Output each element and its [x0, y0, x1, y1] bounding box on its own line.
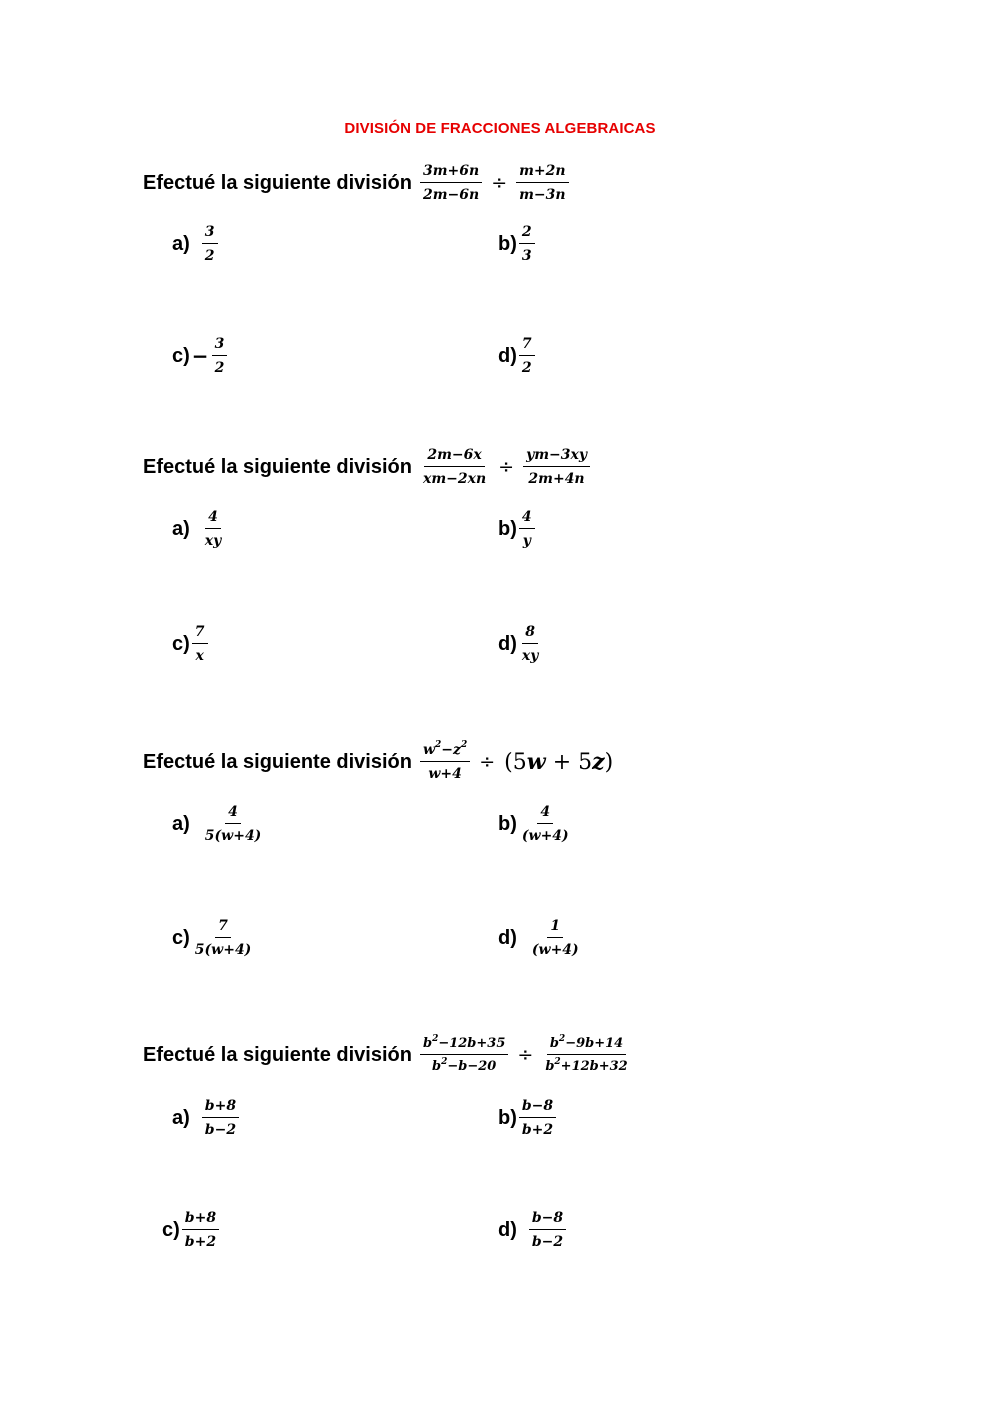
q1-fraction-1: $\frac{3m+6n}{2m-6n}$ — [420, 162, 482, 204]
question-1-text: Efectué la siguiente división — [143, 171, 412, 194]
q2-option-a[interactable]: a) $\frac{4}{xy}$ — [172, 509, 222, 549]
q1-option-b[interactable]: b) $\frac{2}{3}$ — [498, 219, 537, 269]
question-2-prompt — [143, 437, 592, 497]
q4-option-c[interactable]: c) $\frac{b+8}{b+2}$ — [162, 1205, 221, 1255]
q1-fraction-2: $\frac{m+2n}{m-3n}$ — [516, 162, 568, 204]
division-sign: ÷ — [491, 172, 508, 194]
question-2-text: Efectué la siguiente división — [143, 455, 412, 478]
q2-fraction-2: $\frac{ym-3xy}{2m+4n}$ — [523, 446, 590, 488]
division-sign: ÷ — [517, 1044, 534, 1066]
question-3-text: Efectué la siguiente división — [143, 750, 412, 773]
division-sign: ÷ — [498, 456, 515, 478]
question-3-prompt — [143, 732, 613, 792]
division-sign: ÷ — [479, 751, 496, 773]
q3-fraction-1: $\frac{w^2-z^2}{w+4}$ — [420, 741, 470, 783]
q3-divisor: (5w + 5z) — [504, 749, 614, 775]
q4-fraction-1: $\frac{b^2-12b+35}{b^2-b-20}$ — [420, 1035, 508, 1075]
q3-option-c[interactable]: c) $\frac{7}{5(w+4)}$ — [172, 918, 252, 958]
q2-option-c[interactable]: c) $\frac{7}{x}$ — [172, 619, 210, 669]
worksheet-title: DIVISIÓN DE FRACCIONES ALGEBRAICAS — [344, 120, 656, 137]
q2-option-b[interactable]: b) $\frac{4}{y}$ — [498, 504, 537, 554]
q4-option-a[interactable]: a) $\frac{b+8}{b-2}$ — [172, 1093, 241, 1143]
q3-option-d[interactable]: d) $\frac{1}{(w+4)}$ — [498, 918, 579, 958]
q4-option-d[interactable]: d) $\frac{b-8}{b-2}$ — [498, 1205, 568, 1255]
q3-option-a[interactable]: a) $\frac{4}{5(w+4)}$ — [172, 804, 262, 844]
q1-option-d[interactable]: d) $\frac{7}{2}$ — [498, 331, 537, 381]
question-4-prompt — [143, 1025, 633, 1085]
q4-fraction-2: $\frac{b^2-9b+14}{b^2+12b+32}$ — [545, 1033, 628, 1074]
q1-option-a[interactable]: a) $\frac{3}{2}$ — [172, 219, 220, 269]
q3-option-b[interactable]: b) $\frac{4}{(w+4)}$ — [498, 804, 569, 844]
question-4-text: Efectué la siguiente división — [143, 1043, 412, 1066]
q2-fraction-1: $\frac{2m-6x}{xm-2xn}$ — [422, 447, 487, 487]
question-1-prompt — [143, 153, 571, 213]
q2-option-d[interactable]: d) $\frac{8}{xy}$ — [498, 624, 539, 664]
q4-option-b[interactable]: b) $\frac{b-8}{b+2}$ — [498, 1093, 558, 1143]
q1-option-c[interactable]: c) − $\frac{3}{2}$ — [172, 331, 229, 381]
